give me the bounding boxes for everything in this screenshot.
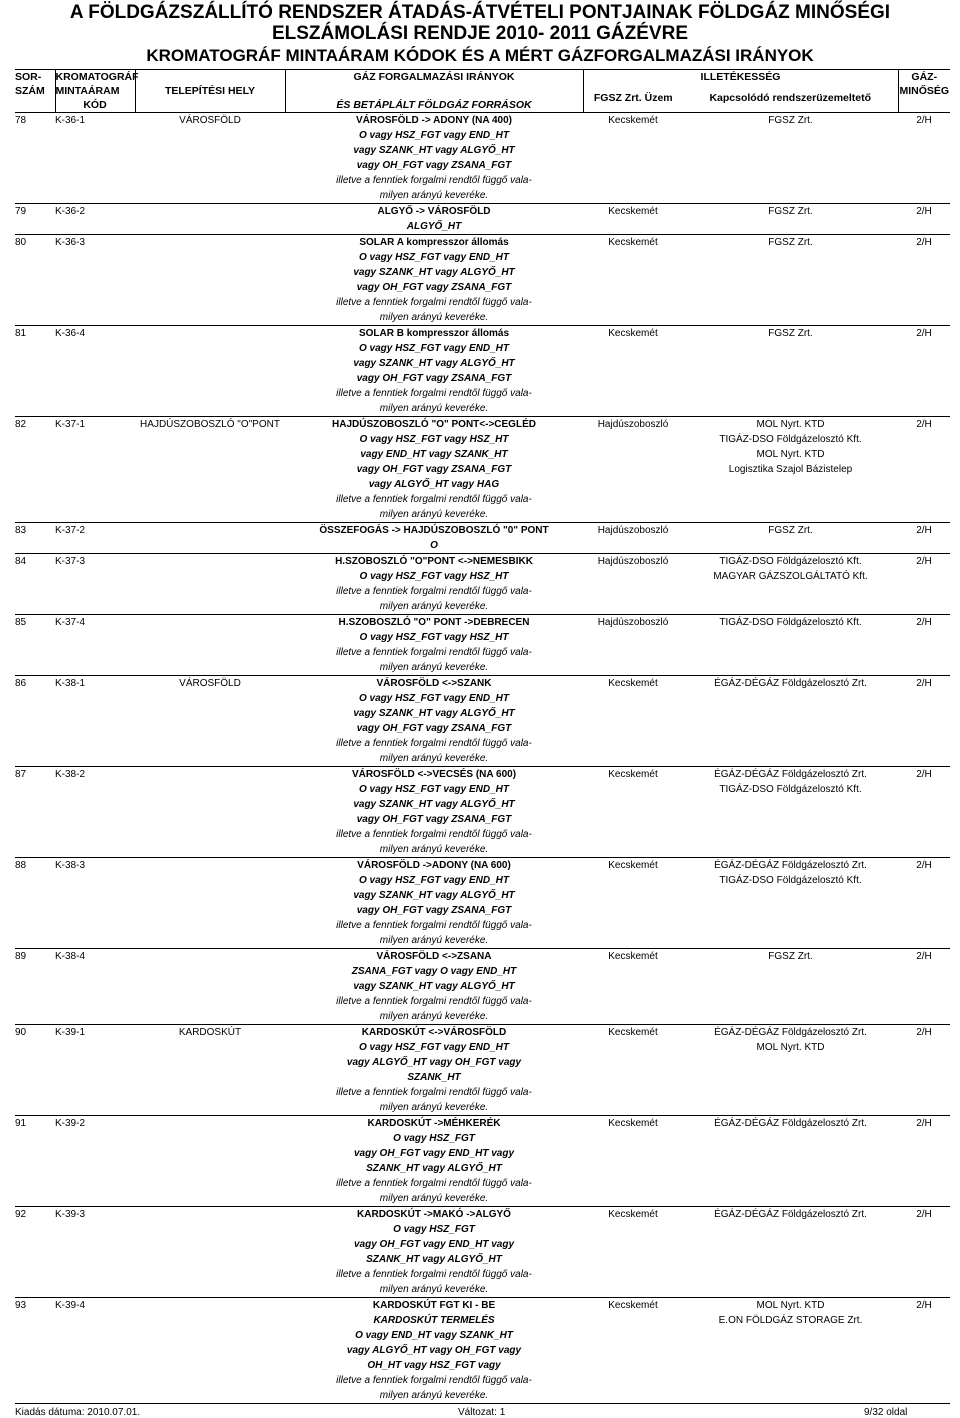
direction-line: milyen arányú keveréke.	[379, 1102, 489, 1113]
direction-line: O vagy HSZ_FGT vagy HSZ_HT	[359, 571, 509, 582]
row-code: K-38-1	[55, 676, 135, 767]
operator-line: MAGYAR GÁZSZOLGÁLTATÓ Kft.	[713, 571, 868, 582]
row-directions	[285, 858, 583, 949]
row-location: KARDOSKÚT	[135, 1025, 285, 1116]
row-operator	[683, 676, 898, 767]
direction-line: milyen arányú keveréke.	[379, 190, 489, 201]
direction-line: vagy OH_FGT vagy ZSANA_FGT	[356, 373, 512, 384]
row-quality: 2/H	[898, 523, 950, 554]
row-location	[135, 858, 285, 949]
row-directions	[285, 417, 583, 523]
direction-line: vagy OH_FGT vagy END_HT vagy	[353, 1239, 515, 1250]
direction-line: vagy SZANK_HT vagy ALGYŐ_HT	[353, 267, 515, 278]
operator-line: ÉGÁZ-DÉGÁZ Földgázelosztó Zrt.	[714, 1027, 867, 1038]
direction-line: H.SZOBOSZLÓ "O" PONT ->DEBRECEN	[338, 617, 530, 628]
row-code: K-36-1	[55, 113, 135, 204]
row-fgsz-unit: Kecskemét	[583, 1025, 683, 1116]
operator-line: TIGÁZ-DSO Földgázelosztó Kft.	[719, 784, 862, 795]
row-quality: 2/H	[898, 554, 950, 615]
row-location: VÁROSFÖLD	[135, 113, 285, 204]
row-operator	[683, 113, 898, 204]
row-directions	[285, 1207, 583, 1298]
direction-line: illetve a fenntiek forgalmi rendtől függő vala-	[336, 829, 532, 840]
direction-line: vagy OH_FGT vagy ZSANA_FGT	[356, 905, 512, 916]
row-directions	[285, 1025, 583, 1116]
row-location	[135, 326, 285, 417]
direction-line: vagy END_HT vagy SZANK_HT	[360, 449, 508, 460]
row-operator	[683, 1298, 898, 1404]
direction-line: milyen arányú keveréke.	[379, 1011, 489, 1022]
direction-line: VÁROSFÖLD <->ZSANA	[376, 951, 492, 962]
row-number: 88	[15, 858, 55, 949]
row-operator	[683, 1116, 898, 1207]
direction-line: milyen arányú keveréke.	[379, 662, 489, 673]
row-number: 92	[15, 1207, 55, 1298]
direction-line: vagy SZANK_HT vagy ALGYŐ_HT	[353, 981, 515, 992]
row-directions	[285, 523, 583, 554]
row-fgsz-unit: Kecskemét	[583, 949, 683, 1025]
document-title-line2: ELSZÁMOLÁSI RENDJE 2010- 2011 GÁZÉVRE	[271, 23, 688, 44]
direction-line: ALGYŐ_HT	[406, 221, 462, 232]
direction-line: milyen arányú keveréke.	[379, 1390, 489, 1401]
direction-line: illetve a fenntiek forgalmi rendtől függő vala-	[336, 175, 532, 186]
table-row	[15, 417, 950, 523]
operator-line: FGSZ Zrt.	[768, 951, 813, 962]
row-operator	[683, 554, 898, 615]
table-row	[15, 1207, 950, 1298]
row-quality: 2/H	[898, 326, 950, 417]
row-number: 85	[15, 615, 55, 676]
direction-line: SZANK_HT vagy ALGYŐ_HT	[366, 1163, 502, 1174]
row-directions	[285, 1298, 583, 1404]
direction-line: vagy OH_FGT vagy ZSANA_FGT	[356, 464, 512, 475]
row-operator	[683, 1207, 898, 1298]
direction-line: illetve a fenntiek forgalmi rendtől függő vala-	[336, 1375, 532, 1386]
row-operator	[683, 204, 898, 235]
row-fgsz-unit: Hajdúszoboszló	[583, 554, 683, 615]
direction-line: VÁROSFÖLD <->VECSÉS (NA 600)	[351, 769, 517, 780]
direction-line: illetve a fenntiek forgalmi rendtől függő vala-	[336, 494, 532, 505]
row-quality: 2/H	[898, 1116, 950, 1207]
row-location	[135, 615, 285, 676]
operator-line: Logisztika Szajol Bázistelep	[728, 464, 853, 475]
direction-line: OH_HT vagy HSZ_FGT vagy	[367, 1360, 501, 1371]
header-telepites: TELEPÍTÉSI HELY	[135, 84, 285, 98]
table-row	[15, 554, 950, 615]
direction-line: vagy ALGYŐ_HT vagy OH_FGT vagy	[346, 1057, 522, 1068]
row-directions	[285, 615, 583, 676]
table-row	[15, 767, 950, 858]
header-sor-1: SOR-	[15, 70, 55, 85]
row-code: K-38-4	[55, 949, 135, 1025]
gas-quality-table	[15, 69, 950, 1404]
table-row	[15, 204, 950, 235]
row-directions	[285, 1116, 583, 1207]
row-number: 90	[15, 1025, 55, 1116]
header-illetekesseg: ILLETÉKESSÉG	[583, 70, 898, 85]
operator-line: ÉGÁZ-DÉGÁZ Földgázelosztó Zrt.	[714, 678, 867, 689]
direction-line: illetve a fenntiek forgalmi rendtől függő vala-	[336, 1087, 532, 1098]
direction-line: illetve a fenntiek forgalmi rendtől függő vala-	[336, 388, 532, 399]
header-minoseg-2: MINŐSÉG	[899, 85, 950, 97]
row-number: 86	[15, 676, 55, 767]
direction-line: O vagy HSZ_FGT vagy END_HT	[358, 130, 510, 141]
direction-line: O vagy HSZ_FGT vagy END_HT	[358, 875, 510, 886]
row-quality: 2/H	[898, 235, 950, 326]
direction-line: illetve a fenntiek forgalmi rendtől függő vala-	[336, 1269, 532, 1280]
operator-line: ÉGÁZ-DÉGÁZ Földgázelosztó Zrt.	[714, 769, 867, 780]
header-sor-2: SZÁM	[15, 85, 45, 97]
direction-line: O vagy HSZ_FGT vagy END_HT	[358, 343, 510, 354]
row-location	[135, 1207, 285, 1298]
direction-line: illetve a fenntiek forgalmi rendtől függő vala-	[336, 647, 532, 658]
row-number: 81	[15, 326, 55, 417]
row-fgsz-unit: Hajdúszoboszló	[583, 417, 683, 523]
table-row	[15, 676, 950, 767]
direction-line: VÁROSFÖLD ->ADONY (NA 600)	[357, 860, 511, 871]
direction-line: vagy OH_FGT vagy END_HT vagy	[353, 1148, 515, 1159]
direction-line: milyen arányú keveréke.	[379, 935, 489, 946]
table-row	[15, 326, 950, 417]
operator-line: FGSZ Zrt.	[768, 237, 813, 248]
direction-line: KARDOSKÚT <->VÁROSFÖLD	[361, 1027, 507, 1038]
direction-line: milyen arányú keveréke.	[379, 844, 489, 855]
table-row	[15, 1025, 950, 1116]
direction-line: SZANK_HT	[407, 1072, 461, 1083]
row-location	[135, 204, 285, 235]
table-row	[15, 615, 950, 676]
row-number: 82	[15, 417, 55, 523]
row-location	[135, 949, 285, 1025]
table-row	[15, 858, 950, 949]
operator-line: MOL Nyrt. KTD	[756, 449, 825, 460]
operator-line: TIGÁZ-DSO Földgázelosztó Kft.	[719, 875, 862, 886]
direction-line: illetve a fenntiek forgalmi rendtől függő vala-	[336, 996, 532, 1007]
row-fgsz-unit: Kecskemét	[583, 204, 683, 235]
direction-line: H.SZOBOSZLÓ "O"PONT <->NEMESBIKK	[335, 556, 533, 567]
row-location	[135, 554, 285, 615]
direction-line: SOLAR A kompresszor állomás	[359, 237, 509, 248]
direction-line: milyen arányú keveréke.	[379, 403, 489, 414]
row-quality: 2/H	[898, 417, 950, 523]
direction-line: ZSANA_FGT vagy O vagy END_HT	[351, 966, 517, 977]
direction-line: O vagy HSZ_FGT vagy END_HT	[358, 1042, 510, 1053]
row-code: K-37-4	[55, 615, 135, 676]
row-quality: 2/H	[898, 615, 950, 676]
row-quality: 2/H	[898, 767, 950, 858]
row-directions	[285, 949, 583, 1025]
direction-line: O vagy HSZ_FGT vagy END_HT	[358, 252, 510, 263]
row-directions	[285, 326, 583, 417]
operator-line: E.ON FÖLDGÁZ STORAGE Zrt.	[718, 1315, 863, 1326]
operator-line: FGSZ Zrt.	[768, 328, 813, 339]
direction-line: KARDOSKÚT FGT KI - BE	[372, 1300, 496, 1311]
row-fgsz-unit: Kecskemét	[583, 1298, 683, 1404]
direction-line: vagy OH_FGT vagy ZSANA_FGT	[356, 723, 512, 734]
direction-line: KARDOSKÚT ->MÉHKERÉK	[367, 1118, 501, 1129]
operator-line: ÉGÁZ-DÉGÁZ Földgázelosztó Zrt.	[714, 860, 867, 871]
table-row	[15, 235, 950, 326]
row-fgsz-unit: Hajdúszoboszló	[583, 615, 683, 676]
row-code: K-37-3	[55, 554, 135, 615]
operator-line: MOL Nyrt. KTD	[756, 419, 825, 430]
direction-line: milyen arányú keveréke.	[379, 753, 489, 764]
direction-line: vagy SZANK_HT vagy ALGYŐ_HT	[353, 890, 515, 901]
direction-line: vagy OH_FGT vagy ZSANA_FGT	[356, 282, 512, 293]
row-code: K-38-3	[55, 858, 135, 949]
row-code: K-39-2	[55, 1116, 135, 1207]
row-location: HAJDÚSZOBOSZLÓ "O"PONT	[135, 417, 285, 523]
operator-line: TIGÁZ-DSO Földgázelosztó Kft.	[719, 617, 862, 628]
row-directions	[285, 235, 583, 326]
row-operator	[683, 767, 898, 858]
table-row	[15, 1116, 950, 1207]
direction-line: HAJDÚSZOBOSZLÓ "O" PONT<->CEGLÉD	[332, 419, 536, 430]
direction-line: milyen arányú keveréke.	[379, 1193, 489, 1204]
direction-line: O	[430, 540, 438, 551]
header-krom-2: MINTAÁRAM	[55, 84, 135, 98]
header-fgsz: FGSZ Zrt. Üzem	[583, 84, 683, 113]
direction-line: vagy SZANK_HT vagy ALGYŐ_HT	[353, 799, 515, 810]
footer-version: Változat: 1	[458, 1407, 506, 1418]
row-quality: 2/H	[898, 1298, 950, 1404]
header-kapcsolodo: Kapcsolódó rendszerüzemeltető	[709, 92, 872, 104]
row-quality: 2/H	[898, 949, 950, 1025]
row-directions	[285, 676, 583, 767]
row-code: K-39-4	[55, 1298, 135, 1404]
row-location	[135, 235, 285, 326]
table-row	[15, 523, 950, 554]
row-number: 84	[15, 554, 55, 615]
direction-line: milyen arányú keveréke.	[379, 312, 489, 323]
direction-line: illetve a fenntiek forgalmi rendtől függő vala-	[336, 1178, 532, 1189]
row-fgsz-unit: Kecskemét	[583, 1116, 683, 1207]
row-code: K-37-1	[55, 417, 135, 523]
operator-line: FGSZ Zrt.	[768, 115, 813, 126]
direction-line: O vagy HSZ_FGT vagy END_HT	[358, 693, 510, 704]
table-body	[15, 113, 950, 1404]
row-location	[135, 523, 285, 554]
row-operator	[683, 326, 898, 417]
operator-line: ÉGÁZ-DÉGÁZ Földgázelosztó Zrt.	[714, 1209, 867, 1220]
row-location	[135, 767, 285, 858]
row-quality: 2/H	[898, 1207, 950, 1298]
row-location: VÁROSFÖLD	[135, 676, 285, 767]
row-operator	[683, 949, 898, 1025]
row-fgsz-unit: Kecskemét	[583, 113, 683, 204]
row-code: K-39-3	[55, 1207, 135, 1298]
row-operator	[683, 417, 898, 523]
direction-line: illetve a fenntiek forgalmi rendtől függő vala-	[336, 297, 532, 308]
row-code: K-36-4	[55, 326, 135, 417]
operator-line: MOL Nyrt. KTD	[756, 1300, 825, 1311]
row-directions	[285, 767, 583, 858]
row-fgsz-unit: Kecskemét	[583, 858, 683, 949]
row-number: 78	[15, 113, 55, 204]
row-quality: 2/H	[898, 858, 950, 949]
direction-line: vagy SZANK_HT vagy ALGYŐ_HT	[353, 358, 515, 369]
direction-line: milyen arányú keveréke.	[379, 1284, 489, 1295]
direction-line: SOLAR B kompresszor állomás	[358, 328, 510, 339]
row-quality: 2/H	[898, 204, 950, 235]
footer-page: 9/32 oldal	[864, 1407, 908, 1418]
row-number: 80	[15, 235, 55, 326]
direction-line: KARDOSKÚT TERMELÉS	[373, 1315, 495, 1326]
table-row	[15, 1298, 950, 1404]
row-operator	[683, 235, 898, 326]
table-row	[15, 113, 950, 204]
row-code: K-39-1	[55, 1025, 135, 1116]
direction-line: O vagy HSZ_FGT vagy HSZ_HT	[359, 632, 509, 643]
direction-line: illetve a fenntiek forgalmi rendtől függő vala-	[336, 586, 532, 597]
row-number: 89	[15, 949, 55, 1025]
document-subtitle: KROMATOGRÁF MINTAÁRAM KÓDOK ÉS A MÉRT GÁZFORGALMAZÁSI IRÁNYOK	[146, 46, 814, 65]
direction-line: vagy ALGYŐ_HT vagy OH_FGT vagy	[346, 1345, 522, 1356]
operator-line: FGSZ Zrt.	[768, 525, 813, 536]
row-directions	[285, 113, 583, 204]
table-row	[15, 949, 950, 1025]
row-location	[135, 1298, 285, 1404]
row-quality: 2/H	[898, 676, 950, 767]
header-irany: GÁZ FORGALMAZÁSI IRÁNYOK	[285, 70, 583, 85]
row-fgsz-unit: Kecskemét	[583, 326, 683, 417]
direction-line: O vagy HSZ_FGT	[393, 1224, 475, 1235]
direction-line: SZANK_HT vagy ALGYŐ_HT	[366, 1254, 502, 1265]
row-number: 79	[15, 204, 55, 235]
header-krom-3: KÓD	[55, 98, 135, 113]
direction-line: O vagy END_HT vagy SZANK_HT	[355, 1330, 513, 1341]
direction-line: O vagy HSZ_FGT	[393, 1133, 475, 1144]
footer-date: Kiadás dátuma: 2010.07.01.	[15, 1407, 141, 1418]
document-title-line1: A FÖLDGÁZSZÁLLÍTÓ RENDSZER ÁTADÁS-ÁTVÉTELI PONTJAINAK FÖLDGÁZ MINŐSÉGI	[69, 2, 891, 23]
direction-line: O vagy HSZ_FGT vagy HSZ_HT	[359, 434, 509, 445]
direction-line: vagy SZANK_HT vagy ALGYŐ_HT	[353, 708, 515, 719]
direction-line: vagy OH_FGT vagy ZSANA_FGT	[356, 814, 512, 825]
operator-line: ÉGÁZ-DÉGÁZ Földgázelosztó Zrt.	[714, 1118, 867, 1129]
row-number: 87	[15, 767, 55, 858]
header-irany-sub: ÉS BETÁPLÁLT FÖLDGÁZ FORRÁSOK	[285, 98, 583, 113]
row-number: 91	[15, 1116, 55, 1207]
row-fgsz-unit: Hajdúszoboszló	[583, 523, 683, 554]
direction-line: milyen arányú keveréke.	[379, 601, 489, 612]
row-fgsz-unit: Kecskemét	[583, 767, 683, 858]
row-number: 93	[15, 1298, 55, 1404]
direction-line: milyen arányú keveréke.	[379, 509, 489, 520]
row-directions	[285, 204, 583, 235]
row-directions	[285, 554, 583, 615]
direction-line: ÖSSZEFOGÁS -> HAJDÚSZOBOSZLÓ "0" PONT	[319, 525, 549, 536]
direction-line: KARDOSKÚT ->MAKÓ ->ALGYŐ	[357, 1209, 511, 1220]
row-location	[135, 1116, 285, 1207]
operator-line: TIGÁZ-DSO Földgázelosztó Kft.	[719, 434, 862, 445]
header-minoseg-1: GÁZ-	[898, 70, 950, 85]
row-operator	[683, 615, 898, 676]
row-number: 83	[15, 523, 55, 554]
header-krom-1: KROMATOGRÁF	[55, 71, 139, 83]
row-code: K-36-3	[55, 235, 135, 326]
direction-line: vagy OH_FGT vagy ZSANA_FGT	[356, 160, 512, 171]
row-operator	[683, 858, 898, 949]
row-fgsz-unit: Kecskemét	[583, 235, 683, 326]
operator-line: FGSZ Zrt.	[768, 206, 813, 217]
direction-line: O vagy HSZ_FGT vagy END_HT	[358, 784, 510, 795]
direction-line: ALGYŐ -> VÁROSFÖLD	[377, 206, 491, 217]
row-fgsz-unit: Kecskemét	[583, 676, 683, 767]
operator-line: TIGÁZ-DSO Földgázelosztó Kft.	[719, 556, 862, 567]
row-quality: 2/H	[898, 113, 950, 204]
direction-line: vagy SZANK_HT vagy ALGYŐ_HT	[353, 145, 515, 156]
row-code: K-38-2	[55, 767, 135, 858]
table-header	[15, 70, 950, 113]
row-fgsz-unit: Kecskemét	[583, 1207, 683, 1298]
direction-line: VÁROSFÖLD <->SZANK	[376, 678, 492, 689]
row-operator	[683, 523, 898, 554]
row-operator	[683, 1025, 898, 1116]
direction-line: illetve a fenntiek forgalmi rendtől függő vala-	[336, 920, 532, 931]
row-code: K-36-2	[55, 204, 135, 235]
direction-line: illetve a fenntiek forgalmi rendtől függő vala-	[336, 738, 532, 749]
operator-line: MOL Nyrt. KTD	[756, 1042, 825, 1053]
row-code: K-37-2	[55, 523, 135, 554]
direction-line: VÁROSFÖLD -> ADONY (NA 400)	[355, 115, 513, 126]
direction-line: vagy ALGYŐ_HT vagy HAG	[368, 479, 500, 490]
row-quality: 2/H	[898, 1025, 950, 1116]
